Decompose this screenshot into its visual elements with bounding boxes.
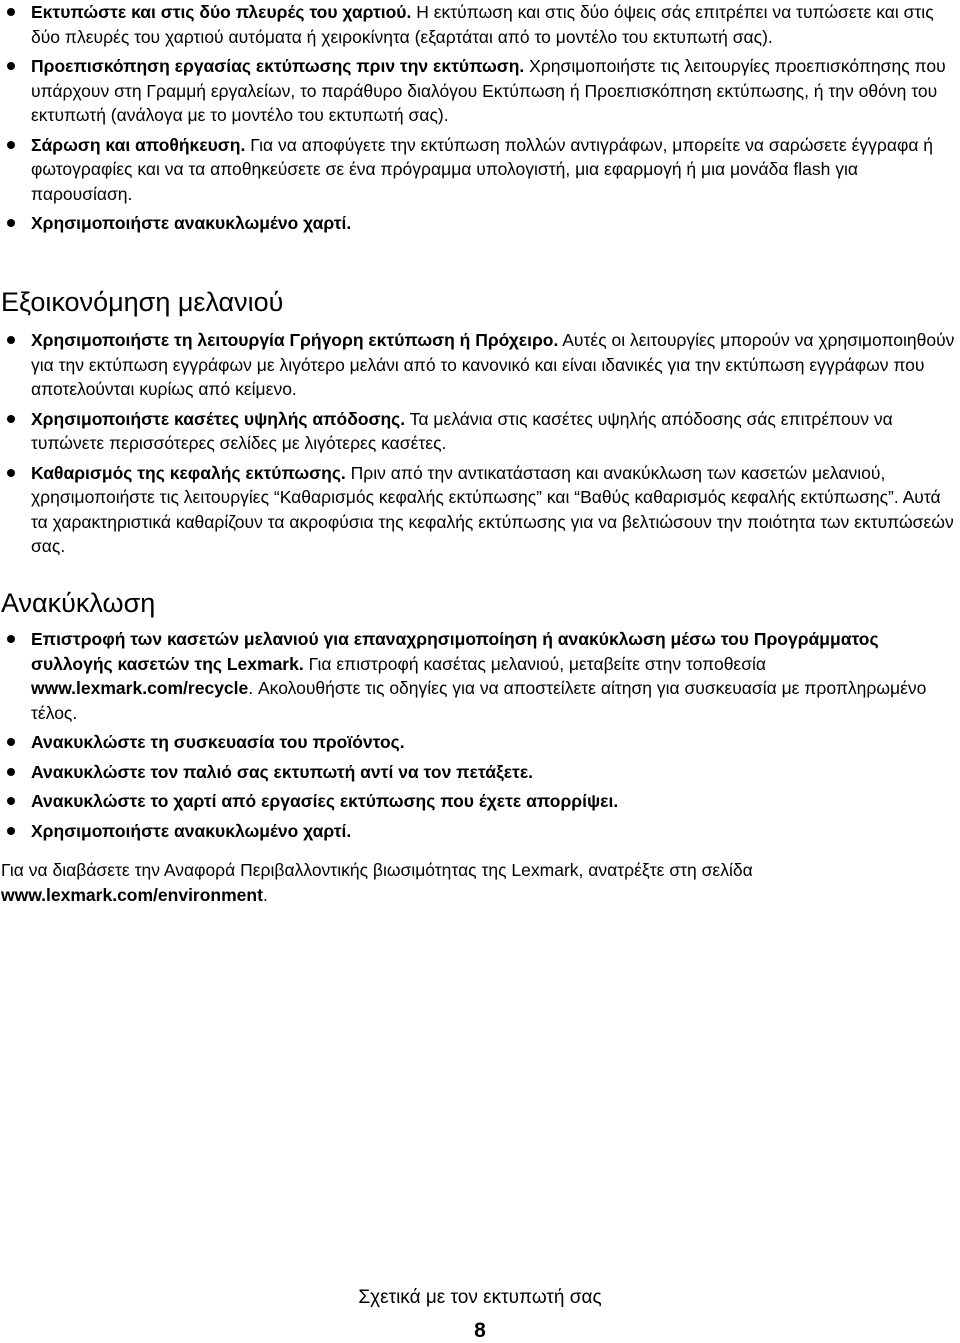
item-lead: Ανακυκλώστε τον παλιό σας εκτυπωτή αντί να τον πετάξετε.	[31, 761, 534, 782]
item-lead: Χρησιμοποιήστε κασέτες υψηλής απόδοσης.	[31, 408, 406, 429]
list-item	[0, 819, 958, 844]
closing-end: .	[262, 884, 268, 905]
item-lead: Ανακυκλώστε τη συσκευασία του προϊόντος.	[31, 732, 405, 752]
list-item	[0, 730, 958, 755]
section-heading-ink-saving: Εξοικονόμηση μελανιού	[1, 287, 284, 317]
bullet-icon	[7, 415, 15, 423]
bullet-icon	[7, 469, 15, 477]
bullet-icon	[7, 62, 15, 70]
bullet-icon	[7, 827, 15, 835]
item-text: . Ακολουθήστε τις οδηγίες για να αποστείλετε αίτηση για συσκευασία με προπληρωμένο τέλος.	[31, 678, 927, 723]
ink-saving-list	[0, 328, 958, 564]
bullet-icon	[7, 141, 15, 149]
item-lead: Προεπισκόπηση εργασίας εκτύπωσης πριν την εκτύπωση.	[31, 56, 525, 76]
item-lead: Ανακυκλώστε το χαρτί από εργασίες εκτύπωσης που έχετε απορρίψει.	[31, 791, 619, 811]
list-item	[0, 0, 958, 49]
page-number: 8	[474, 1319, 486, 1342]
item-text: Τα μελάνια στις κασέτες υψηλής απόδοσης σάς επιτρέπουν να τυπώνετε περισσότερες σελίδες με λιγότερες κασέτες.	[31, 408, 893, 453]
environment-link[interactable]: www.lexmark.com/environment	[1, 884, 263, 905]
bullet-icon	[7, 738, 15, 746]
list-item	[0, 407, 958, 456]
bullet-icon	[7, 219, 15, 227]
list-item	[0, 211, 958, 236]
item-lead: Χρησιμοποιήστε τη λειτουργία Γρήγορη εκτύπωση ή Πρόχειρο.	[31, 330, 559, 350]
item-lead: Εκτυπώστε και στις δύο πλευρές του χαρτιού.	[31, 2, 412, 22]
item-lead: Σάρωση και αποθήκευση.	[31, 134, 246, 155]
tips-list	[0, 0, 958, 241]
item-text: Χρησιμοποιήστε τις λειτουργίες προεπισκόπησης που υπάρχουν στη Γραμμή εργαλείων, το παράθυρο διαλόγου Εκτύπωση ή Προεπισκόπηση εκτύπωσης, ή την οθόνη του εκτυπωτή (ανάλογα με το μοντέλο του εκτυπωτή σας).	[31, 56, 946, 125]
bullet-icon	[7, 8, 15, 16]
recycle-link[interactable]: www.lexmark.com/recycle	[31, 678, 249, 698]
closing-text: Για να διαβάσετε την Αναφορά Περιβαλλοντικής βιωσιμότητας της Lexmark, ανατρέξτε στη σελίδα	[1, 860, 753, 880]
bullet-icon	[7, 336, 15, 344]
bullet-icon	[7, 768, 15, 776]
item-lead: Χρησιμοποιήστε ανακυκλωμένο χαρτί.	[31, 213, 352, 233]
list-item	[0, 760, 958, 785]
bullet-icon	[7, 635, 15, 643]
list-item	[0, 133, 958, 207]
bullet-icon	[7, 797, 15, 805]
item-lead: Χρησιμοποιήστε ανακυκλωμένο χαρτί.	[31, 820, 352, 841]
list-item	[0, 328, 958, 402]
list-item	[0, 461, 958, 559]
list-item	[0, 789, 958, 814]
item-text: Πριν από την αντικατάσταση και ανακύκλωση των κασετών μελανιού, χρησιμοποιήστε τις λειτουργίες “Καθαρισμός κεφαλής εκτύπωσης” και “Βαθύς καθαρισμός κεφαλής εκτύπωσης”. Αυτά τα χαρακτηριστικά καθαρίζουν τα ακροφύσια της κεφαλής εκτύπωσης για να βελτιώσουν την ποιότητα των εκτυπώσεών σας.	[31, 462, 954, 556]
item-text: Για να αποφύγετε την εκτύπωση πολλών αντιγράφων, μπορείτε να σαρώσετε έγγραφα ή φωτογραφίες και να τα αποθηκεύσετε σε ένα πρόγραμμα υπολογιστή, μια εφαρμογή ή μια μονάδα flash για παρουσίαση.	[31, 134, 934, 204]
item-text: Η εκτύπωση και στις δύο όψεις σάς επιτρέπει να τυπώσετε και στις δύο πλευρές του χαρτιού αυτόματα ή χειροκίνητα (εξαρτάται από το μοντέλο του εκτυπωτή σας).	[31, 2, 934, 47]
item-text: Για επιστροφή κασέτας μελανιού, μεταβείτε στην τοποθεσία	[303, 653, 767, 674]
list-item	[0, 627, 958, 725]
footer-title: Σχετικά με τον εκτυπωτή σας	[358, 1287, 602, 1308]
closing-paragraph	[1, 858, 951, 907]
recycling-list	[0, 627, 958, 848]
item-lead: Καθαρισμός της κεφαλής εκτύπωσης.	[31, 462, 346, 483]
item-text: Αυτές οι λειτουργίες μπορούν να χρησιμοποιηθούν για την εκτύπωση εγγράφων με λιγότερο μελάνι από το κανονικό και είναι ιδανικές για την εκτύπωση εγγράφων που αποτελούνται κυρίως από κείμενο.	[31, 330, 955, 399]
section-heading-recycling: Ανακύκλωση	[1, 588, 156, 618]
list-item	[0, 54, 958, 128]
item-lead: Επιστροφή των κασετών μελανιού για επαναχρησιμοποίηση ή ανακύκλωση μέσω του Προγράμματος συλλογής κασετών της Lexmark.	[31, 629, 879, 674]
